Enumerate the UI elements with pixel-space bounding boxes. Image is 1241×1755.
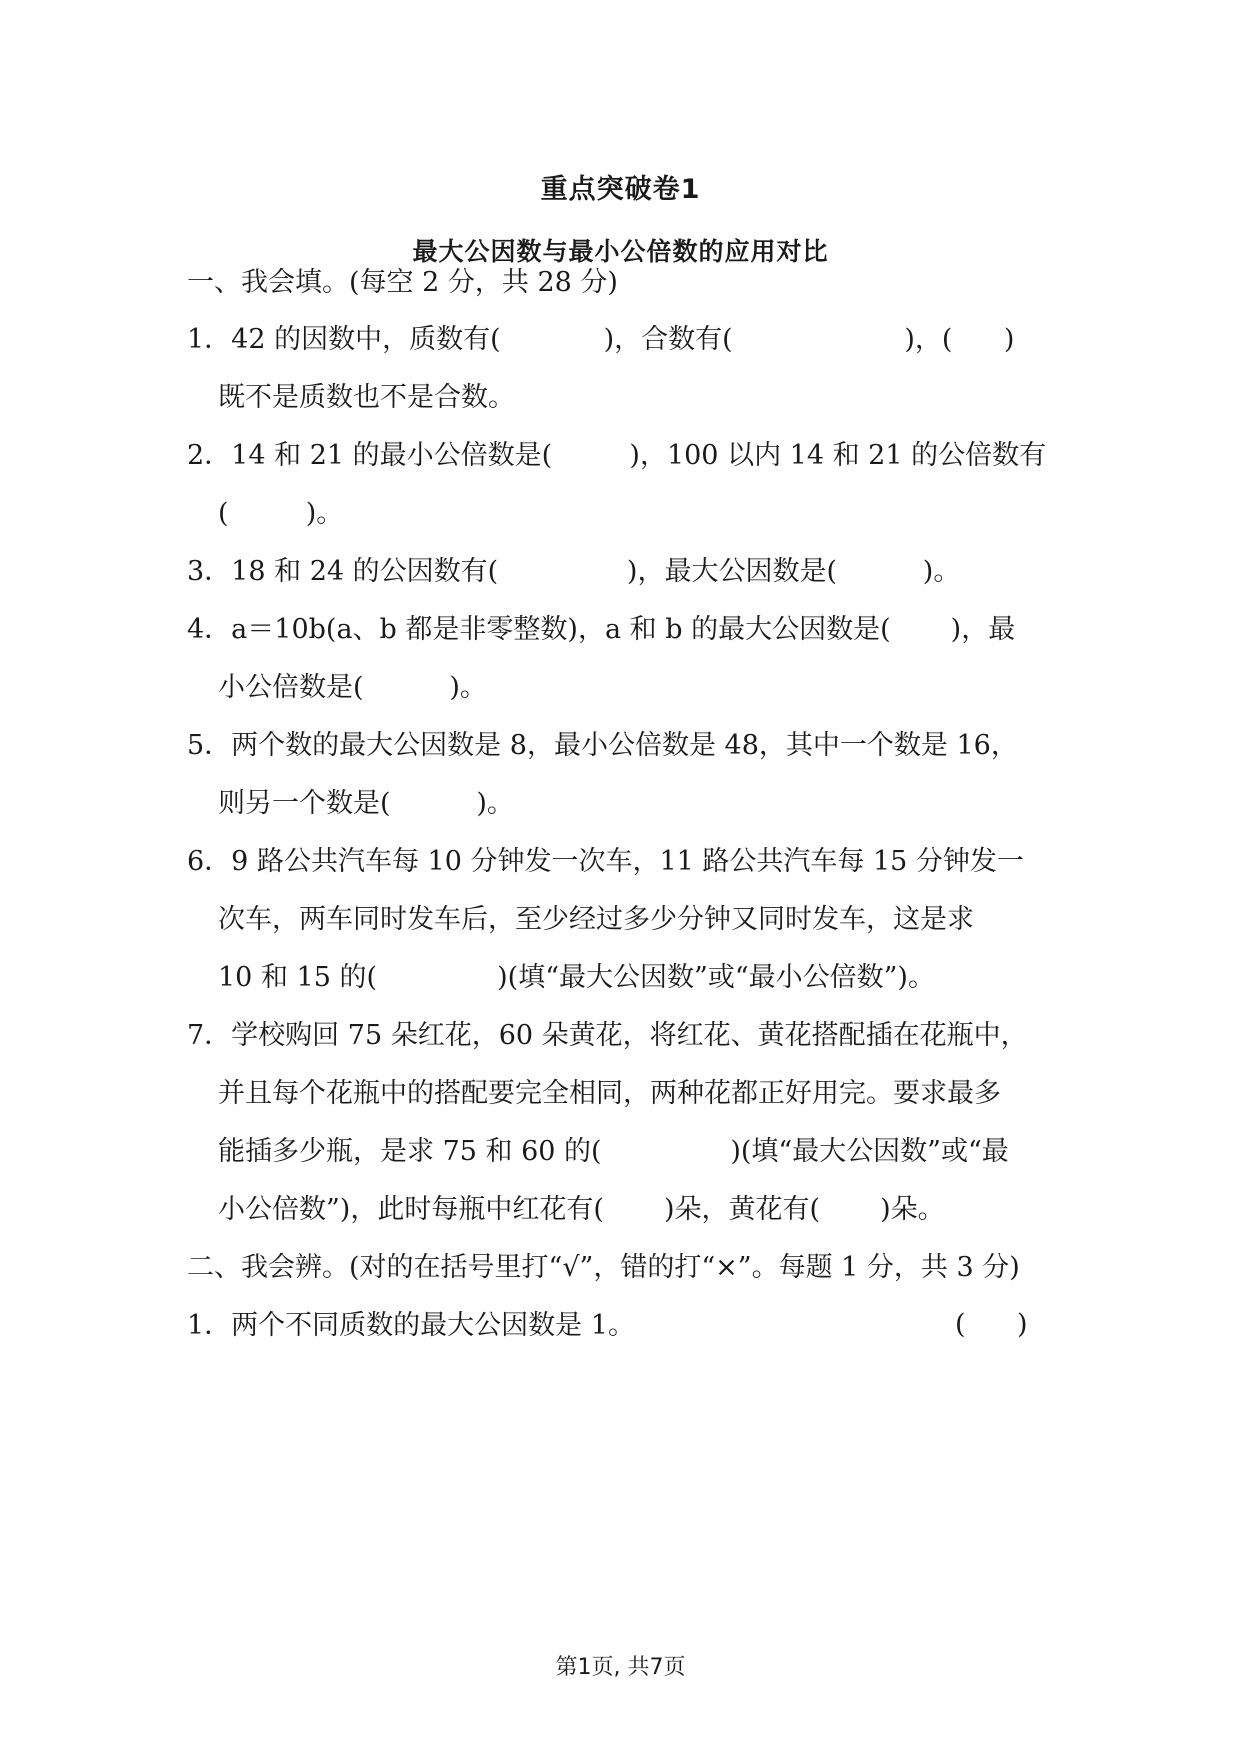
section-2-heading: 二、我会辨。(对的在括号里打“√”，错的打“×”。每题 1 分，共 3 分) bbox=[187, 1252, 1020, 1283]
page-title: 重点突破卷1 bbox=[540, 174, 701, 205]
question-6-line-1: 6．9 路公共汽车每 10 分钟发一次车，11 路公共汽车每 15 分钟发一 bbox=[187, 846, 1024, 877]
question-4-line-1: 4．a＝10b(a、b 都是非零整数)，a 和 b 的最大公因数是( )，最 bbox=[187, 614, 1016, 645]
section-1-heading: 一、我会填。(每空 2 分，共 28 分) bbox=[187, 267, 618, 298]
section-2-question-1: 1．两个不同质数的最大公因数是 1。 bbox=[187, 1310, 635, 1341]
question-7-line-2: 并且每个花瓶中的搭配要完全相同，两种花都正好用完。要求最多 bbox=[218, 1078, 1001, 1109]
question-4-line-2: 小公倍数是( )。 bbox=[218, 672, 487, 703]
question-2-line-2: ( )。 bbox=[218, 498, 344, 529]
question-5-line-2: 则另一个数是( )。 bbox=[218, 788, 514, 819]
question-3-line-1: 3．18 和 24 的公因数有( )，最大公因数是( )。 bbox=[187, 556, 961, 587]
page-footer: 第1页, 共7页 bbox=[555, 1655, 686, 1680]
question-7-line-4: 小公倍数”)，此时每瓶中红花有( )朵，黄花有( )朵。 bbox=[218, 1194, 945, 1225]
question-1-line-1: 1．42 的因数中，质数有( )，合数有( )，( ) bbox=[187, 324, 1015, 355]
question-2-line-1: 2．14 和 21 的最小公倍数是( )，100 以内 14 和 21 的公倍数有 bbox=[187, 440, 1047, 471]
answer-bracket: ( ) bbox=[955, 1309, 1028, 1340]
question-7-line-1: 7．学校购回 75 朵红花，60 朵黄花，将红花、黄花搭配插在花瓶中， bbox=[187, 1020, 1028, 1051]
question-6-line-3: 10 和 15 的( )(填“最大公因数”或“最小公倍数”)。 bbox=[218, 962, 935, 993]
question-6-line-2: 次车，两车同时发车后，至少经过多少分钟又同时发车，这是求 bbox=[218, 904, 974, 935]
question-7-line-3: 能插多少瓶，是求 75 和 60 的( )(填“最大公因数”或“最 bbox=[218, 1136, 1009, 1167]
question-1-line-2: 既不是质数也不是合数。 bbox=[218, 382, 515, 413]
question-5-line-1: 5．两个数的最大公因数是 8，最小公倍数是 48，其中一个数是 16， bbox=[187, 730, 1018, 761]
page-subtitle: 最大公因数与最小公倍数的应用对比 bbox=[412, 237, 829, 266]
